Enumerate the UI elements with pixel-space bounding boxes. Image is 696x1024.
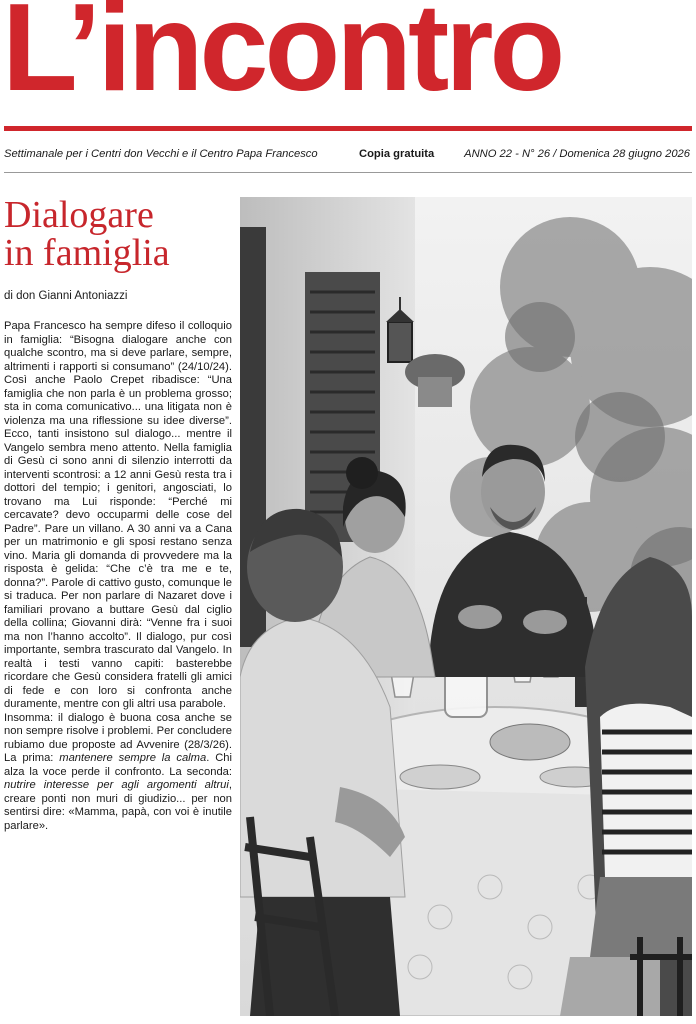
family-dinner-illustration [240,197,692,1016]
article-paragraph-2 [4,712,232,834]
family-dinner-photo [240,197,692,1016]
issue-info: ANNO 22 - N° 26 / Domenica 28 giugno 2026 [464,148,690,160]
article-byline: di don Gianni Antoniazzi [4,290,128,302]
free-copy-label: Copia gratuita [359,148,435,160]
article-paragraph-1: Papa Francesco ha sempre difeso il colloquio in famiglia: “Bisogna dialogare anche con qualche scontro, ma si deve parlare, sempre, altrimenti i rapporti si consumano” (24/10/24). Così anche Paolo Crepet ribadisce: “Una famiglia che non parla è un problema grosso; sta in coma comunicativo... una litigata non è violenza ma una riflessione su idee diverse”. Ecco, tanti insistono sul dialogo... mentre il Vangelo sembra meno attento. Nella famiglia di Gesù ci sono anni di silenzio interrotti da interventi scontrosi: a 12 anni Gesù resta tra i dottori del tempio; i genitori, angosciati, lo trovano ma Lui risponde: “Perché mi cercavate? devo occuparmi delle cose del Padre”. Pare un villano. A 30 anni va a Cana per un matrimonio e gli sposi restano senza vino. Maria gli domanda di provvedere ma la risposta è gelida: “Che c’è tra me e te, donna?”. Parole di cattivo gusto, comunque le si traduca. Per non parlare di Nazaret dove i familiari provano a buttare Gesù dal ciglio della collina; Giovanni dirà: “Venne fra i suoi ma non l’hanno accolto”. Il dialogo, pur così importante, sembra trascurato dal Vangelo. In realtà i testi vanno capiti: basterebbe ricordare che Gesù considera fratelli gli amici di fede e con loro si confronta anche duramente, mentre con gli altri usa parabole. [4,320,232,710]
article-title-line2: in famiglia [4,232,170,274]
paragraph-2-emphasis-2: nutrire interesse per agli argomenti altrui [4,779,229,791]
masthead-rule [4,126,692,131]
article-body [4,320,232,833]
masthead [0,0,696,130]
article-title [4,196,234,272]
tagline: Settimanale per i Centri don Vecchi e il Centro Papa Francesco [4,148,318,160]
article-title-line1: Dialogare [4,194,154,236]
masthead-info-bar [4,148,692,168]
newspaper-logo[interactable]: L’incontro [2,0,562,117]
paragraph-2-end: , creare ponti non muri di giudizio... per non sentirsi dire: «Mamma, papà, con voi è inutile parlare». [4,779,232,832]
paragraph-2-start: Insomma: il dialogo è buona cosa anche se non sempre risolve i problemi. Per concludere rubiamo due proposte ad Avvenire (28/3/26). La prima: [4,711,232,764]
paragraph-2-emphasis-1: mantenere sempre la calma [59,752,207,764]
info-bar-rule [4,172,692,173]
paragraph-2-middle: . Chi alza la voce perde il confronto. La seconda: [4,752,232,778]
